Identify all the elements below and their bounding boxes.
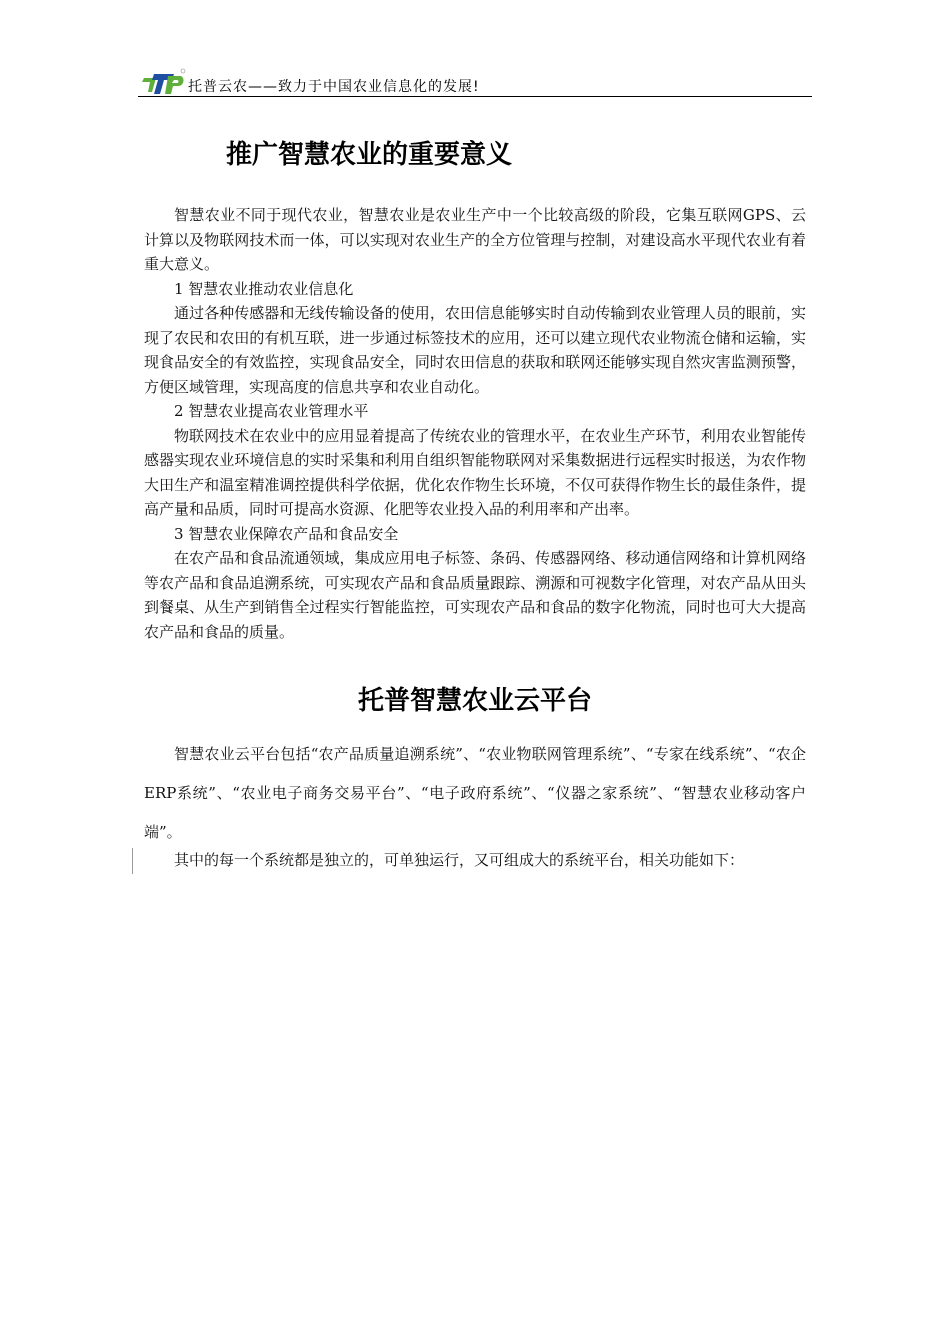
- subheading-1: 1 智慧农业推动农业信息化: [174, 279, 354, 298]
- page-header: [138, 62, 812, 97]
- change-bar: [132, 848, 133, 874]
- section-title-significance: 推广智慧农业的重要意义: [226, 140, 513, 170]
- paragraph-1: 通过各种传感器和无线传输设备的使用，农田信息能够实时自动传输到农业管理人员的眼前，实现了农民和农田的有机互联，进一步通过标签技术的应用，还可以建立现代农业物流仓储和运输，实现食品安全的有效监控，实现食品安全，同时农田信息的获取和联网还能够实现自然灾害监测预警，方便区域管理，实现高度的信息共享和农业自动化。: [144, 304, 806, 396]
- platform-paragraph-2: 其中的每一个系统都是独立的，可单独运行，又可组成大的系统平台，相关功能如下：: [174, 851, 745, 869]
- tp-logo-icon: [140, 68, 186, 96]
- subheading-2: 2 智慧农业提高农业管理水平: [174, 402, 369, 420]
- header-tagline: 托普云农——致力于中国农业信息化的发展!: [188, 79, 480, 95]
- platform-description: [144, 735, 806, 852]
- subheading-3: 3 智慧农业保障农产品和食品安全: [174, 524, 399, 543]
- platform-paragraph-1: 智慧农业云平台包括“农产品质量追溯系统”、“农业物联网管理系统”、“专家在线系统”、“农企ERP系统”、“农业电子商务交易平台”、“电子政府系统”、“仪器之家系统”、“智慧农业移动客户端”。: [144, 745, 806, 841]
- section-title-platform: 托普智慧农业云平台: [357, 686, 592, 716]
- paragraph-3: 在农产品和食品流通领域，集成应用电子标签、条码、传感器网络、移动通信网络和计算机网络等农产品和食品追溯系统，可实现农产品和食品质量跟踪、溯源和可视数字化管理，对农产品从田头到餐桌、从生产到销售全过程实行智能监控，可实现农产品和食品的数字化物流，同时也可大大提高农产品和食品的质量。: [144, 549, 806, 641]
- intro-paragraph: 智慧农业不同于现代农业，智慧农业是农业生产中一个比较高级的阶段，它集互联网GPS、云计算以及物联网技术而一体，可以实现对农业生产的全方位管理与控制，对建设高水平现代农业有着重大意义。: [144, 206, 806, 273]
- section-body-significance: [144, 203, 806, 644]
- paragraph-2: 物联网技术在农业中的应用显着提高了传统农业的管理水平，在农业生产环节，利用农业智能传感器实现农业环境信息的实时采集和利用自组织智能物联网对采集数据进行远程实时报送，为农作物大田生产和温室精准调控提供科学依据，优化农作物生长环境，不仅可获得作物生长的最佳条件，提高产量和品质，同时可提高水资源、化肥等农业投入品的利用率和产出率。: [144, 426, 806, 518]
- platform-functions-intro: [144, 848, 806, 873]
